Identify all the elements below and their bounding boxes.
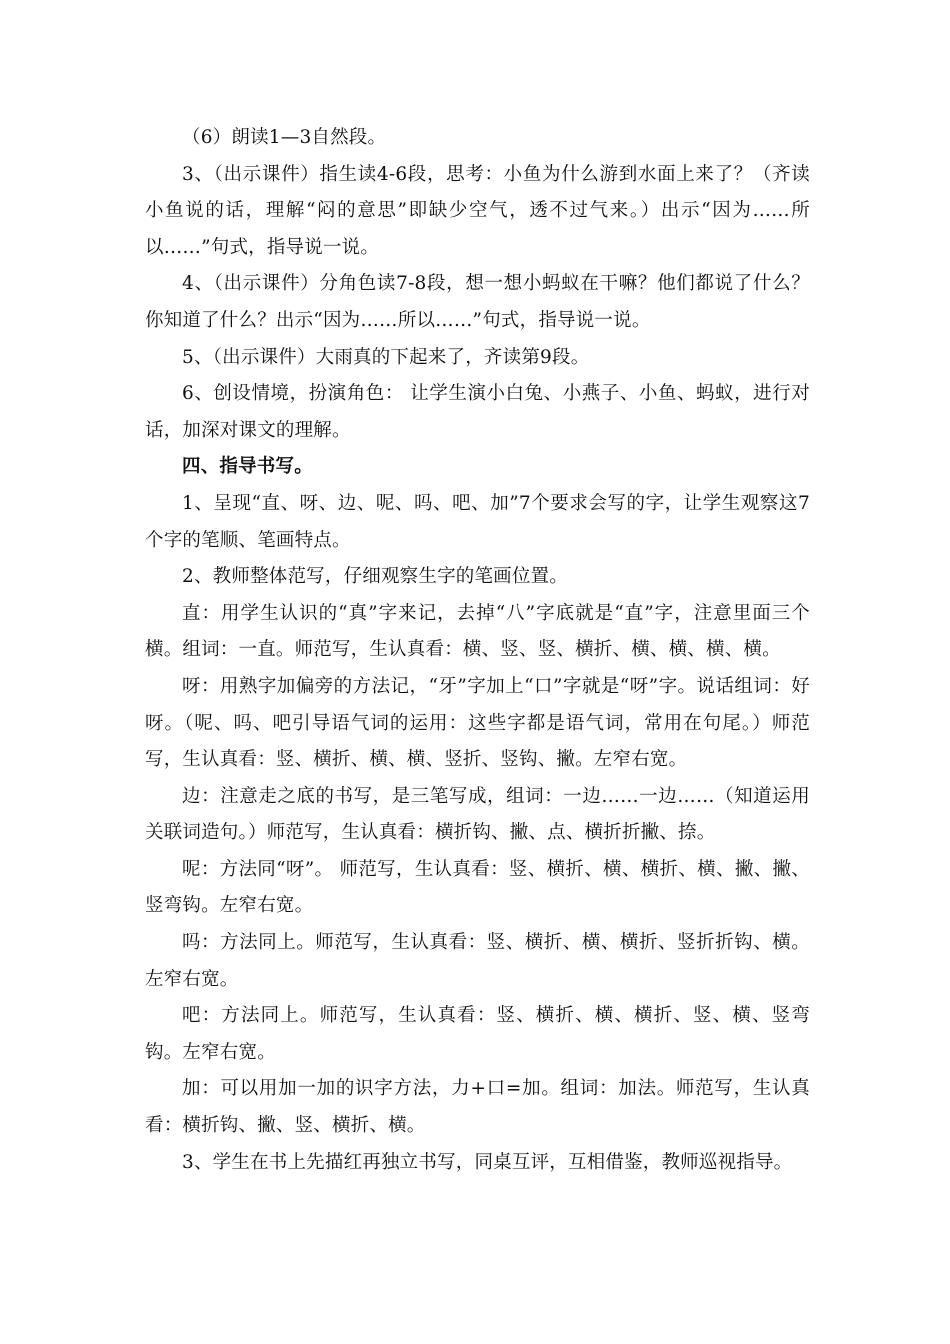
- section-heading-writing: 四、指导书写。: [182, 456, 313, 478]
- lesson-plan-body: [145, 120, 810, 1181]
- paragraph-char-jia: 加：可以用加一加的识字方法，力+口=加。组词：加法。师范写，生认真看：横折钩、撇、竖、横折、横。: [145, 1078, 810, 1137]
- paragraph-step-3: 3、（出示课件）指生读4-6段，思考：小鱼为什么游到水面上来了？（齐读小鱼说的话，理解“闷的意思”即缺少空气，透不过气来。）出示“因为……所以……”句式，指导说一说。: [145, 163, 810, 258]
- paragraph-char-zhi: 直：用学生认识的“真”字来记，去掉“八”字底就是“直”字，注意里面三个横。组词：一直。师范写，生认真看：横、竖、竖、横折、横、横、横、横。: [145, 602, 810, 661]
- paragraph-char-ma: 吗：方法同上。师范写，生认真看：竖、横折、横、横折、竖折折钩、横。左窄右宽。: [145, 932, 810, 990]
- paragraph-writing-3: 3、学生在书上先描红再独立书写，同桌互评，互相借鉴，教师巡视指导。: [182, 1151, 793, 1173]
- paragraph-char-bian: 边：注意走之底的书写，是三笔写成，组词：一边……一边……（知道运用关联词造句。）师范写，生认真看：横折钩、撇、点、横折折撇、捺。: [145, 785, 810, 844]
- paragraph-char-ba: 吧：方法同上。师范写，生认真看：竖、横折、横、横折、竖、横、竖弯钩。左窄右宽。: [145, 1005, 810, 1063]
- paragraph-char-ya: 呀：用熟字加偏旁的方法记，“牙”字加上“口”字就是“呀”字。说话组词：好呀。（呢、吗、吧引导语气词的运用：这些字都是语气词，常用在句尾。）师范写，生认真看：竖、横折、横、横、竖折、竖钩、撇。左窄右宽。: [145, 675, 810, 771]
- paragraph-writing-2: 2、教师整体范写，仔细观察生字的笔画位置。: [182, 566, 568, 588]
- paragraph-step-5: 5、（出示课件）大雨真的下起来了，齐读第9段。: [182, 346, 590, 368]
- paragraph-read-aloud: （6）朗读1—3自然段。: [182, 127, 387, 148]
- paragraph-step-6: 6、创设情境，扮演角色： 让学生演小白兔、小燕子、小鱼、蚂蚁，进行对话，加深对课文的理解。: [145, 383, 810, 441]
- paragraph-writing-1: 1、呈现“直、呀、边、呢、吗、吧、加”7个要求会写的字，让学生观察这7个字的笔顺、笔画特点。: [145, 492, 810, 551]
- paragraph-step-4: 4、（出示课件）分角色读7-8段，想一想小蚂蚁在干嘛？他们都说了什么？你知道了什么？出示“因为……所以……”句式，指导说一说。: [145, 273, 810, 331]
- paragraph-char-ne: 呢：方法同“呀”。 师范写，生认真看：竖、横折、横、横折、横、撇、撇、竖弯钩。左窄右宽。: [145, 858, 810, 917]
